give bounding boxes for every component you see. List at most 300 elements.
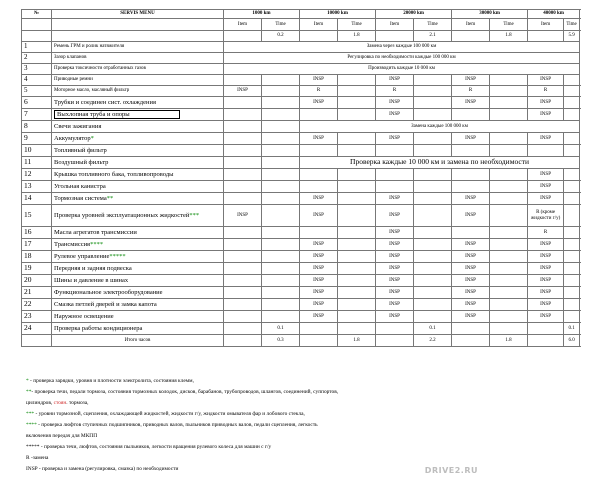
cell: INSP (376, 251, 414, 263)
service-item-text: Топливный фильтр (54, 146, 107, 154)
cell: INSP (300, 299, 338, 311)
cell: INSP (300, 97, 338, 109)
cell (414, 205, 452, 227)
cell (338, 227, 376, 239)
cell (564, 86, 580, 97)
header-interval: 10000 km (300, 10, 376, 19)
service-item-name (52, 86, 224, 97)
cell (262, 193, 300, 205)
table-row (22, 263, 580, 275)
cell: INSP (376, 263, 414, 275)
cell: INSP (452, 239, 490, 251)
table-row (22, 275, 580, 287)
legend-line (26, 398, 582, 409)
cell (490, 275, 528, 287)
service-item-name (52, 311, 224, 323)
cell: INSP (452, 97, 490, 109)
span-note: Замена каждые 100 000 км (300, 121, 580, 133)
header-blank (528, 31, 564, 42)
service-item-name (52, 275, 224, 287)
row-number: 14 (22, 193, 52, 205)
header-time-value: 5.9 (564, 31, 580, 42)
span-note: Производить каждые 10 000 км (224, 64, 580, 75)
service-item-text: Рулевое управление (54, 252, 110, 260)
header-item: Item (224, 19, 262, 31)
cell: INSP (452, 299, 490, 311)
service-item-text: Крышка топливного бака, топливопроводы (54, 170, 174, 178)
cell (338, 205, 376, 227)
cell: INSP (452, 205, 490, 227)
header-blank (300, 31, 338, 42)
cell (338, 75, 376, 86)
cell: INSP (528, 275, 564, 287)
legend-line (26, 431, 582, 442)
cell (338, 145, 376, 157)
cell: INSP (452, 193, 490, 205)
cell (224, 193, 262, 205)
legend-highlight: стоян (53, 400, 67, 406)
cell: 0.1 (262, 323, 300, 335)
cell (564, 193, 580, 205)
service-item-text: Воздушный фильтр (54, 158, 109, 166)
row-number: 10 (22, 145, 52, 157)
cell (224, 311, 262, 323)
cell (262, 169, 300, 181)
total-cell (452, 335, 490, 347)
row-number: 18 (22, 251, 52, 263)
cell (262, 287, 300, 299)
service-item-name (52, 133, 224, 145)
cell: INSP (300, 133, 338, 145)
span-note: Проверка каждые 10 000 км и замена по необходимости (300, 157, 580, 169)
cell (224, 121, 262, 133)
cell (262, 263, 300, 275)
header-blank (452, 31, 490, 42)
cell (224, 299, 262, 311)
cell (300, 169, 338, 181)
cell: INSP (224, 86, 262, 97)
service-item-name (52, 42, 224, 53)
cell (490, 145, 528, 157)
service-item-text: Приводные ремни (54, 77, 93, 83)
cell: INSP (528, 109, 564, 121)
service-item-name (52, 263, 224, 275)
cell: INSP (376, 227, 414, 239)
legend-text: включения передач для МКПП (26, 433, 98, 439)
table-row (22, 169, 580, 181)
cell (490, 109, 528, 121)
service-item-name (52, 109, 224, 121)
cell: 0.1 (564, 323, 580, 335)
service-item-text: Наружное освещение (54, 312, 114, 320)
cell: INSP (376, 97, 414, 109)
cell (262, 109, 300, 121)
cell: INSP (452, 75, 490, 86)
header-interval: 20000 km (376, 10, 452, 19)
cell (224, 239, 262, 251)
table-row (22, 227, 580, 239)
total-cell: 6.0 (564, 335, 580, 347)
service-item-name (52, 169, 224, 181)
cell: INSP (376, 109, 414, 121)
service-item-text: Трубки и соединен сист. охлаждения (54, 98, 156, 106)
legend-text: - уровни тормозной, сцепления, охлаждающей жидкостей, жидкости г/у, жидкости омывателя фар и лобового стекла, (34, 411, 305, 417)
cell (414, 86, 452, 97)
cell (564, 133, 580, 145)
service-item-name (52, 239, 224, 251)
cell: INSP (300, 275, 338, 287)
cell: INSP (528, 311, 564, 323)
row-number: 21 (22, 287, 52, 299)
footnote-mark: ** (106, 194, 114, 202)
cell (564, 97, 580, 109)
row-number: 6 (22, 97, 52, 109)
service-item-text: Смазка петлей дверей и замка капота (54, 300, 157, 308)
cell: INSP (300, 287, 338, 299)
table-row (22, 86, 580, 97)
cell (262, 86, 300, 97)
header-item: Item (376, 19, 414, 31)
cell (564, 109, 580, 121)
row-number: 2 (22, 53, 52, 64)
cell: INSP (528, 133, 564, 145)
cell (564, 239, 580, 251)
header-time: Time (262, 19, 300, 31)
service-item-name (52, 227, 224, 239)
header-interval: 30000 km (452, 10, 528, 19)
service-schedule-table (21, 9, 580, 347)
cell (528, 323, 564, 335)
cell (262, 181, 300, 193)
cell: INSP (528, 251, 564, 263)
cell: R (528, 227, 564, 239)
legend-line (26, 464, 582, 475)
cell: INSP (376, 239, 414, 251)
cell (224, 157, 262, 169)
cell (490, 181, 528, 193)
cell (224, 169, 262, 181)
cell (452, 323, 490, 335)
cell (414, 251, 452, 263)
cell (490, 239, 528, 251)
service-item-name (52, 181, 224, 193)
cell (262, 75, 300, 86)
row-number: 1 (22, 42, 52, 53)
cell (490, 205, 528, 227)
cell (564, 263, 580, 275)
cell (414, 287, 452, 299)
service-item-name (52, 323, 224, 335)
header-item: Item (452, 19, 490, 31)
cell (414, 299, 452, 311)
cell (564, 275, 580, 287)
cell: R (300, 86, 338, 97)
cell (338, 323, 376, 335)
row-number: 13 (22, 181, 52, 193)
service-item-name (52, 97, 224, 109)
cell (262, 251, 300, 263)
cell: INSP (452, 275, 490, 287)
cell: INSP (452, 287, 490, 299)
header-time: Time (490, 19, 528, 31)
cell (528, 145, 564, 157)
watermark: DRIVE2.RU (424, 466, 478, 475)
table-row (22, 205, 580, 227)
table-row (22, 323, 580, 335)
service-item-text: Свечи зажигания (54, 122, 102, 130)
cell: INSP (376, 193, 414, 205)
cell (338, 181, 376, 193)
cell: R (528, 86, 564, 97)
cell: R (452, 86, 490, 97)
cell (262, 299, 300, 311)
cell (224, 323, 262, 335)
total-cell (224, 335, 262, 347)
cell (490, 263, 528, 275)
cell (224, 251, 262, 263)
legend-line (26, 420, 582, 431)
cell (564, 145, 580, 157)
service-item-text: Тормозная система (54, 194, 107, 202)
legend-text: R -замена (26, 455, 49, 461)
header-time-value: 1.8 (490, 31, 528, 42)
cell (338, 133, 376, 145)
cell: INSP (528, 239, 564, 251)
cell (262, 239, 300, 251)
header-time-value: 2.1 (414, 31, 452, 42)
cell (300, 323, 338, 335)
cell (490, 97, 528, 109)
cell (338, 263, 376, 275)
cell (224, 287, 262, 299)
cell: INSP (300, 75, 338, 86)
footnote-mark: * (90, 134, 94, 142)
table-row (22, 145, 580, 157)
cell (224, 133, 262, 145)
cell (452, 181, 490, 193)
service-item-name (52, 299, 224, 311)
footnote-mark: ***** (109, 252, 126, 260)
header-service-menu: SERVIS MENU (52, 10, 224, 19)
cell: INSP (376, 75, 414, 86)
table-row (22, 97, 580, 109)
cell (224, 181, 262, 193)
cell: INSP (452, 263, 490, 275)
cell: INSP (452, 311, 490, 323)
table-row (22, 42, 580, 53)
cell (414, 145, 452, 157)
service-item-name (52, 75, 224, 86)
header-blank (376, 31, 414, 42)
row-number: 7 (22, 109, 52, 121)
cell (564, 169, 580, 181)
cell: INSP (528, 263, 564, 275)
table-row (22, 64, 580, 75)
header-time-value: 1.8 (338, 31, 376, 42)
row-number: 17 (22, 239, 52, 251)
legend-line (26, 409, 582, 420)
row-number: 5 (22, 86, 52, 97)
cell: INSP (376, 133, 414, 145)
service-item-text: Передняя и задняя подвеска (54, 264, 132, 272)
total-cell (300, 335, 338, 347)
service-item-name (52, 205, 224, 227)
cell (414, 311, 452, 323)
cell (338, 287, 376, 299)
header-blank (52, 31, 224, 42)
cell (414, 263, 452, 275)
legend-line (26, 442, 582, 453)
cell: INSP (376, 205, 414, 227)
total-cell: 2.2 (414, 335, 452, 347)
cell (564, 311, 580, 323)
row-number: 15 (22, 205, 52, 227)
header-interval: 40000 km (528, 10, 580, 19)
cell (338, 275, 376, 287)
footnote-mark: **** (90, 240, 104, 248)
row-number: 8 (22, 121, 52, 133)
cell: INSP (528, 299, 564, 311)
service-item-text: Моторное масло, масляный фильтр (54, 88, 130, 94)
cell (414, 97, 452, 109)
row-number: 22 (22, 299, 52, 311)
legend-text: цилиндров, (26, 400, 54, 406)
cell: R (376, 86, 414, 97)
total-cell: 0.3 (262, 335, 300, 347)
header-no: № (22, 10, 52, 19)
cell (22, 335, 52, 347)
cell (338, 299, 376, 311)
cell (338, 86, 376, 97)
cell (224, 227, 262, 239)
cell: INSP (300, 251, 338, 263)
legend-mark: *** (26, 411, 35, 417)
cell (262, 227, 300, 239)
legend-notes (26, 376, 582, 475)
row-number: 16 (22, 227, 52, 239)
header-item: Item (528, 19, 564, 31)
legend-text: INSP - проверка и замена (регулировка, смазка) по необходимости (26, 466, 179, 472)
cell: 0.1 (414, 323, 452, 335)
table-row (22, 121, 580, 133)
cell: INSP (376, 311, 414, 323)
cell (262, 311, 300, 323)
cell (452, 109, 490, 121)
table-row (22, 109, 580, 121)
cell (564, 251, 580, 263)
service-item-name (52, 193, 224, 205)
cell: INSP (528, 97, 564, 109)
table-row (22, 133, 580, 145)
table-row (22, 311, 580, 323)
cell (414, 193, 452, 205)
cell (376, 181, 414, 193)
cell (300, 109, 338, 121)
cell (224, 97, 262, 109)
span-note: Замена через каждые 100 000 км (224, 42, 580, 53)
cell: INSP (452, 251, 490, 263)
legend-mark: ** (26, 389, 32, 395)
cell (300, 227, 338, 239)
total-cell (528, 335, 564, 347)
table-row (22, 251, 580, 263)
cell (262, 157, 300, 169)
header-blank (224, 31, 262, 42)
cell (376, 169, 414, 181)
total-cell: 1.8 (490, 335, 528, 347)
footnote-mark: *** (189, 211, 200, 219)
total-cell (376, 335, 414, 347)
cell (490, 169, 528, 181)
header-blank (52, 19, 224, 31)
service-item-name (52, 64, 224, 75)
cell (338, 109, 376, 121)
cell (338, 239, 376, 251)
row-number: 23 (22, 311, 52, 323)
service-item-name (52, 145, 224, 157)
cell (490, 311, 528, 323)
header-interval: 1000 km (224, 10, 300, 19)
cell (300, 145, 338, 157)
cell (262, 205, 300, 227)
cell (452, 169, 490, 181)
total-row (22, 335, 580, 347)
legend-line (26, 453, 582, 464)
table-row (22, 181, 580, 193)
cell (490, 86, 528, 97)
cell (414, 133, 452, 145)
cell: INSP (300, 205, 338, 227)
cell (414, 75, 452, 86)
row-number: 9 (22, 133, 52, 145)
legend-line (26, 387, 582, 398)
cell (414, 275, 452, 287)
legend-text: - проверка зарядки, уровня и плотности электролита, состояния клемм, (28, 378, 194, 384)
row-number: 4 (22, 75, 52, 86)
cell (414, 239, 452, 251)
cell: INSP (300, 311, 338, 323)
header-time: Time (338, 19, 376, 31)
service-item-text: Функциональное электрооборудование (54, 288, 163, 296)
table-row (22, 75, 580, 86)
header-item: Item (300, 19, 338, 31)
boxed-label: Выхлопная труба и опоры (54, 110, 180, 119)
cell (376, 323, 414, 335)
table-row (22, 239, 580, 251)
service-item-text: Аккумулятор (54, 134, 91, 142)
cell (262, 133, 300, 145)
cell (414, 169, 452, 181)
cell (564, 75, 580, 86)
table-row (22, 287, 580, 299)
cell (224, 263, 262, 275)
header-time-value: 0.2 (262, 31, 300, 42)
cell (414, 181, 452, 193)
table-row (22, 299, 580, 311)
total-label: Итого часов (52, 335, 224, 347)
cell (490, 323, 528, 335)
cell (452, 227, 490, 239)
cell: INSP (528, 181, 564, 193)
legend-text: - проверка течи, люфтов, состояния пыльников, легкости вращения рулевого колеса для машин с г/у (39, 444, 272, 450)
service-item-text: Масла агрегатов трансмиссии (54, 228, 137, 236)
cell (224, 109, 262, 121)
span-note: Регулировка по необходимости каждые 100 000 км (224, 53, 580, 64)
row-number: 19 (22, 263, 52, 275)
cell (224, 145, 262, 157)
cell (338, 169, 376, 181)
cell (490, 193, 528, 205)
